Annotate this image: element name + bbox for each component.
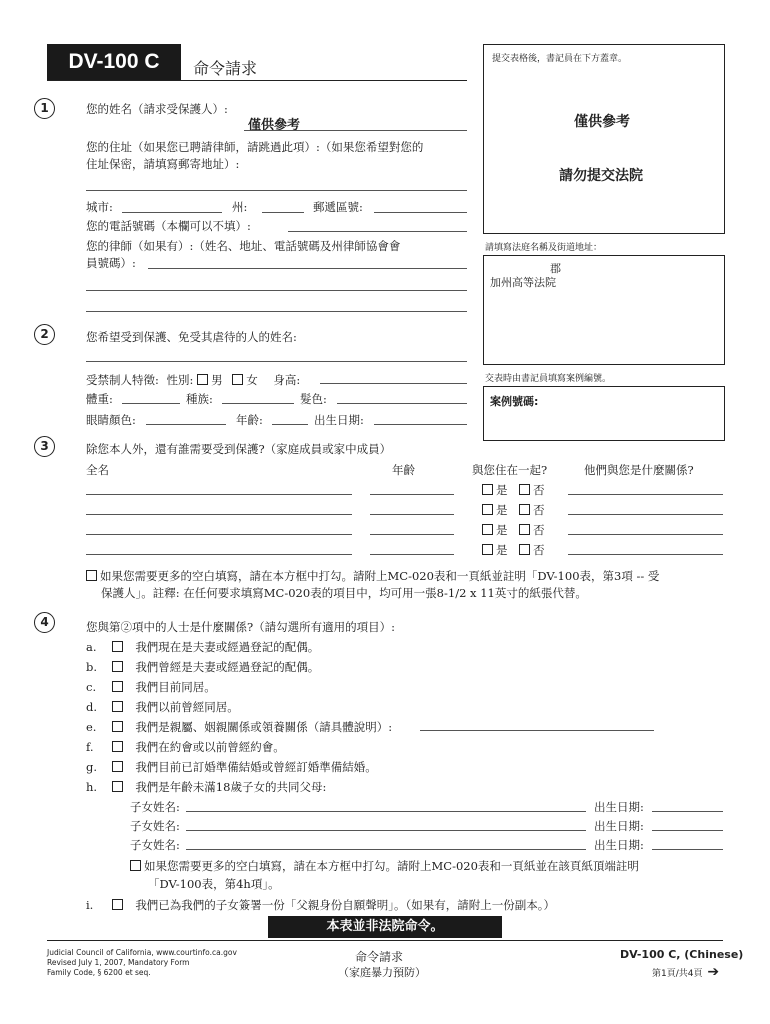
name-underline [244, 130, 467, 131]
male-label: 男 [211, 373, 223, 387]
case-caption: 交表時由書記員填寫案例編號。 [485, 374, 612, 384]
weight-label: 體重: [86, 392, 113, 406]
relative-specify-field[interactable] [420, 730, 654, 731]
protected-relationship-field[interactable] [568, 554, 723, 555]
male-checkbox[interactable] [197, 374, 208, 385]
traits-row [86, 372, 300, 388]
protected-relationship-field[interactable] [568, 494, 723, 495]
yes-checkbox[interactable] [482, 524, 493, 535]
footer-rule [47, 940, 723, 941]
hair-field[interactable] [337, 403, 467, 404]
relationship-item-checkbox[interactable] [112, 781, 123, 792]
footer-page [652, 964, 719, 980]
yes-label: 是 [496, 503, 508, 517]
item-i-letter: i. [86, 898, 94, 912]
relationship-item [86, 719, 392, 735]
age-field[interactable] [272, 424, 308, 425]
child-name-label: 子女姓名: [130, 800, 180, 814]
relationship-item-text: 我們曾經是夫妻或經過登記的配偶。 [135, 660, 320, 674]
traits-label: 受禁制人特徵: [86, 373, 159, 387]
relationship-item-checkbox[interactable] [112, 641, 123, 652]
relationship-item-letter: g. [86, 760, 98, 774]
court-name: 加州高等法院 [490, 276, 556, 289]
child-dob-field[interactable] [652, 811, 723, 812]
footer-code: Family Code, § 6200 et seq. [47, 968, 151, 977]
live-with-options [482, 542, 545, 558]
city-label: 城市: [86, 200, 113, 214]
relationship-item [86, 739, 285, 755]
footer-revised: Revised July 1, 2007, Mandatory Form [47, 958, 190, 967]
no-checkbox[interactable] [519, 504, 530, 515]
relationship-item-letter: a. [86, 640, 97, 654]
s3-more-space [86, 568, 659, 584]
relationship-item-checkbox[interactable] [112, 681, 123, 692]
relationship-item-text: 我們是親屬、姻親關係或領養關係（請具體說明）: [135, 720, 393, 734]
footer-subtitle: （家庭暴力預防） [338, 966, 426, 979]
name-value[interactable]: 僅供參考 [248, 118, 301, 133]
yes-label: 是 [496, 523, 508, 537]
no-label: 否 [533, 523, 545, 537]
relationship-item [86, 659, 319, 675]
relationship-item-letter: f. [86, 740, 94, 754]
relationship-item [86, 779, 326, 795]
restrained-name-label: 您希望受到保護、免受其虐待的人的姓名: [86, 330, 297, 344]
lawyer-field-1[interactable] [148, 268, 467, 269]
protected-relationship-field[interactable] [568, 534, 723, 535]
child-dob-label: 出生日期: [594, 819, 644, 833]
watermark-reference: 僅供參考 [574, 114, 630, 130]
no-checkbox[interactable] [519, 544, 530, 555]
address-label-1: 您的住址（如果您已聘請律師，請跳過此項）:（如果您希望對您的 [86, 140, 424, 154]
next-page-arrow-icon[interactable]: ➔ [707, 964, 720, 980]
child-dob-label: 出生日期: [594, 838, 644, 852]
relationship-item-letter: c. [86, 680, 97, 694]
phone-label: 您的電話號碼（本欄可以不填）: [86, 219, 251, 233]
col-live-with: 與您住在一起? [472, 463, 548, 477]
form-title: 命令請求 [193, 59, 258, 78]
no-label: 否 [533, 483, 545, 497]
dob-label: 出生日期: [314, 413, 364, 427]
relationship-item-checkbox[interactable] [112, 761, 123, 772]
child-dob-field[interactable] [652, 849, 723, 850]
child-name-label: 子女姓名: [130, 819, 180, 833]
col-relationship: 他們與您是什麼關係? [584, 463, 694, 477]
weight-field[interactable] [122, 403, 180, 404]
s4-more-text-2: 「DV-100表，第4h項」。 [148, 877, 280, 891]
case-number-label: 案例號碼: [490, 395, 539, 408]
child-dob-label: 出生日期: [594, 800, 644, 814]
court-caption: 請填寫法庭名稱及街道地址： [485, 243, 603, 253]
relationship-item-text: 我們目前同居。 [135, 680, 216, 694]
s3-more-text-2: 保護人」。註釋: 在任何要求填寫MC-020表的項目中，均可用一張8-1/2 x 11英寸的紙張代替。 [101, 586, 587, 600]
footer-title: 命令請求 [355, 950, 404, 964]
court-address-box[interactable] [483, 255, 725, 365]
no-label: 否 [533, 543, 545, 557]
relationship-label: 您與第②項中的人士是什麼關係?（請勾選所有適用的項目）: [86, 620, 396, 634]
item-i-row [86, 897, 555, 913]
case-number-box[interactable] [483, 386, 725, 441]
yes-checkbox[interactable] [482, 544, 493, 555]
lawyer-field-3[interactable] [86, 311, 467, 312]
footer-council: Judicial Council of California, www.courtinfo.ca.gov [47, 948, 237, 957]
restrained-name-field[interactable] [86, 361, 467, 362]
relationship-item [86, 639, 319, 655]
eyes-label: 眼睛顏色: [86, 413, 136, 427]
relationship-item [86, 759, 377, 775]
protected-relationship-field[interactable] [568, 514, 723, 515]
state-field[interactable] [262, 212, 304, 213]
protected-name-field[interactable] [86, 514, 352, 515]
child-dob-field[interactable] [652, 830, 723, 831]
sex-label: 性別: [166, 373, 194, 387]
race-field[interactable] [222, 403, 294, 404]
relationship-item-letter: h. [86, 780, 98, 794]
yes-checkbox[interactable] [482, 484, 493, 495]
clerk-caption: 提交表格後，書記員在下方蓋章。 [492, 54, 628, 64]
relationship-item-checkbox[interactable] [112, 701, 123, 712]
relationship-item-letter: d. [86, 700, 98, 714]
dob-field[interactable] [374, 424, 467, 425]
lawyer-label-1: 您的律師（如果有）:（姓名、地址、電話號碼及州律師協會會 [86, 239, 401, 253]
zip-label: 郵遞區號: [313, 200, 363, 214]
yes-label: 是 [496, 543, 508, 557]
relationship-item [86, 699, 239, 715]
section-4-number: 4 [34, 612, 55, 633]
relationship-item-text: 我們以前曾經同居。 [135, 700, 239, 714]
item-i-checkbox[interactable] [112, 899, 123, 910]
footer-form-id [620, 948, 743, 961]
protected-age-field[interactable] [370, 534, 454, 535]
s4-more-text-1: 如果您需要更多的空白填寫，請在本方框中打勾。請附上MC-020表和一頁紙並在該頁紙頂端註明 [144, 859, 639, 873]
s3-more-text-1: 如果您需要更多的空白填寫，請在本方框中打勾。請附上MC-020表和一頁紙並註明「DV-100表，第3項 -- 受 [100, 569, 660, 583]
relationship-item-checkbox[interactable] [112, 721, 123, 732]
section-1-number: 1 [34, 98, 55, 119]
relationship-item-letter: e. [86, 720, 97, 734]
female-label: 女 [246, 373, 258, 387]
item-i-text: 我們已為我們的子女簽署一份「父親身份自願聲明」。（如果有，請附上一份副本。） [135, 898, 556, 912]
yes-label: 是 [496, 483, 508, 497]
city-field[interactable] [122, 212, 222, 213]
protected-name-field[interactable] [86, 534, 352, 535]
female-checkbox[interactable] [232, 374, 243, 385]
zip-field[interactable] [374, 212, 467, 213]
live-with-options [482, 522, 545, 538]
lawyer-label-2: 員號碼）: [86, 256, 136, 270]
relationship-item-text: 我們現在是夫妻或經過登記的配偶。 [135, 640, 320, 654]
form-id-badge [47, 44, 181, 80]
relationship-item-text: 我們在約會或以前曾經約會。 [135, 740, 285, 754]
relationship-item [86, 679, 216, 695]
col-full-name: 全名 [86, 463, 109, 477]
relationship-item-text: 我們是年齡未滿18歲子女的共同父母: [135, 780, 327, 794]
no-label: 否 [533, 503, 545, 517]
protected-age-field[interactable] [370, 494, 454, 495]
protected-age-field[interactable] [370, 554, 454, 555]
name-label: 您的姓名（請求受保護人）: [86, 102, 228, 116]
not-court-order-banner [268, 916, 502, 938]
child-name-field[interactable] [186, 830, 586, 831]
age-label: 年齡: [236, 413, 263, 427]
county-label: 郡 [550, 262, 561, 275]
no-checkbox[interactable] [519, 524, 530, 535]
s4-more-space [130, 858, 639, 874]
relationship-item-text: 我們目前已訂婚準備結婚或曾經訂婚準備結婚。 [135, 760, 377, 774]
hair-label: 髮色: [300, 392, 327, 406]
child-name-field[interactable] [186, 849, 586, 850]
watermark-do-not-file: 請勿提交法院 [559, 168, 643, 184]
relationship-item-checkbox[interactable] [112, 741, 123, 752]
footer-form-id-text: DV-100 C, (Chinese) [620, 948, 744, 961]
child-name-label: 子女姓名: [130, 838, 180, 852]
col-age: 年齡 [392, 463, 415, 477]
state-label: 州: [232, 200, 248, 214]
s3-more-checkbox[interactable] [86, 570, 97, 581]
yes-checkbox[interactable] [482, 504, 493, 515]
relationship-item-checkbox[interactable] [112, 661, 123, 672]
race-label: 種族: [186, 392, 213, 406]
form-id: DV-100 C [68, 50, 160, 73]
relationship-item-letter: b. [86, 660, 98, 674]
phone-field[interactable] [288, 231, 467, 232]
section-3-number: 3 [34, 436, 55, 457]
banner-text: 本表並非法院命令。 [326, 919, 444, 934]
live-with-options [482, 502, 545, 518]
height-label: 身高: [273, 373, 301, 387]
address-field[interactable] [86, 190, 467, 191]
address-label-2: 住址保密，請填寫郵寄地址）: [86, 157, 240, 171]
others-protected-label: 除您本人外，還有誰需要受到保護?（家庭成員或家中成員） [86, 442, 392, 456]
protected-name-field[interactable] [86, 554, 352, 555]
child-name-field[interactable] [186, 811, 586, 812]
no-checkbox[interactable] [519, 484, 530, 495]
section-2-number: 2 [34, 324, 55, 345]
clerk-stamp-box [483, 44, 725, 234]
footer-page-text: 第1頁/共4頁 [652, 969, 703, 979]
protected-age-field[interactable] [370, 514, 454, 515]
lawyer-field-2[interactable] [86, 290, 467, 291]
height-field[interactable] [320, 383, 467, 384]
live-with-options [482, 482, 545, 498]
protected-name-field[interactable] [86, 494, 352, 495]
header-rule [47, 80, 467, 81]
eyes-field[interactable] [146, 424, 226, 425]
s4-more-checkbox[interactable] [130, 860, 141, 871]
